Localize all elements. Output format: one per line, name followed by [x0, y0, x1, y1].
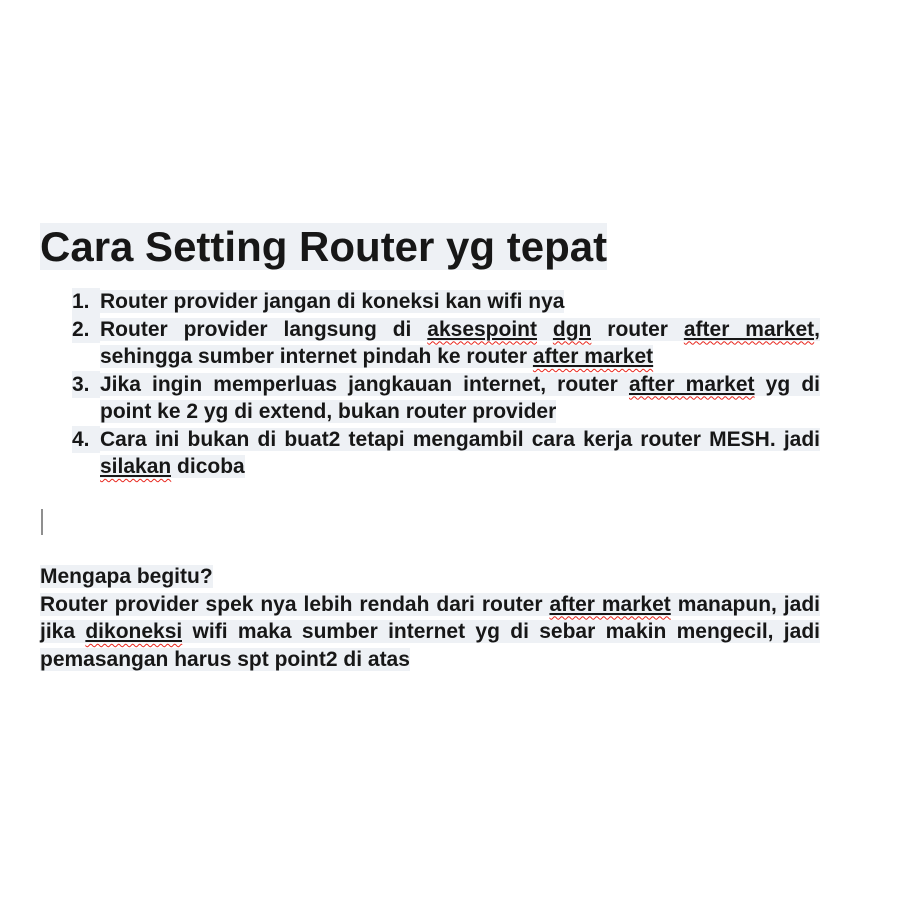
misspelled-word: [533, 345, 653, 368]
text-run: Router provider langsung di: [100, 317, 428, 341]
question-heading: [40, 563, 820, 591]
list-item: [40, 316, 820, 371]
text-run: manapun, jadi: [670, 592, 820, 616]
text-run: Router provider jangan di koneksi kan wifi nya: [100, 290, 565, 313]
list-number: 4.: [72, 426, 100, 454]
list-item: [40, 426, 820, 481]
document-title-text: Cara Setting Router yg tepat: [40, 223, 608, 270]
underlined-text: after market: [628, 372, 755, 396]
misspelled-word: [549, 593, 670, 616]
text-run: yg di: [754, 372, 820, 396]
text-run: Router provider spek nya lebih rendah dari router: [40, 592, 550, 616]
text-line: [100, 398, 820, 426]
text-line: [100, 316, 820, 344]
misspelled-word: [553, 318, 591, 341]
text-line: [100, 343, 820, 371]
text-run: wifi maka sumber internet yg di sebar makin mengecil, jadi: [182, 620, 820, 643]
text-run: Cara ini bukan di buat2 tetapi mengambil cara kerja router MESH. jadi: [100, 427, 820, 451]
underlined-text: silakan: [100, 455, 172, 478]
text-line: [100, 453, 820, 481]
underlined-text: dikoneksi: [85, 620, 183, 643]
underlined-text: after market: [549, 592, 671, 616]
text-line: [40, 646, 820, 674]
text-run: Jika ingin memperluas jangkauan internet, router: [100, 372, 629, 396]
text-line: [100, 426, 820, 454]
text-line: [40, 618, 820, 646]
text-run: sehingga sumber internet pindah ke router: [100, 345, 533, 368]
text-run: point ke 2 yg di extend, bukan router provider: [100, 400, 557, 423]
text-run: [537, 318, 553, 341]
document-text-area[interactable]: [40, 223, 820, 673]
text-line: [100, 288, 820, 316]
misspelled-word: [629, 373, 755, 396]
list-number: 1.: [72, 288, 100, 316]
misspelled-word: [684, 318, 814, 341]
list-number: 3.: [72, 371, 100, 399]
list-number: 2.: [72, 316, 100, 344]
document-title: [40, 223, 820, 270]
list-item: [40, 288, 820, 316]
text-run: ,: [814, 317, 820, 341]
misspelled-word: [427, 318, 537, 341]
list-item: [40, 371, 820, 426]
text-run: dicoba: [171, 455, 245, 478]
text-run: pemasangan harus spt point2 di atas: [40, 647, 410, 671]
text-cursor: [41, 509, 43, 535]
text-line: [40, 591, 820, 619]
text-run: router: [591, 317, 684, 341]
text-line: [100, 371, 820, 399]
question-heading-text: Mengapa begitu?: [40, 565, 213, 588]
text-run: jika: [40, 620, 86, 643]
numbered-list: [40, 288, 820, 481]
underlined-text: after market: [683, 317, 815, 341]
cursor-line[interactable]: [40, 508, 820, 536]
misspelled-word: [100, 455, 171, 478]
underlined-text: dgn: [552, 317, 592, 341]
misspelled-word: [85, 620, 182, 643]
explanation-paragraph: [40, 591, 820, 674]
underlined-text: aksespoint: [427, 317, 537, 341]
underlined-text: after market: [532, 345, 654, 368]
